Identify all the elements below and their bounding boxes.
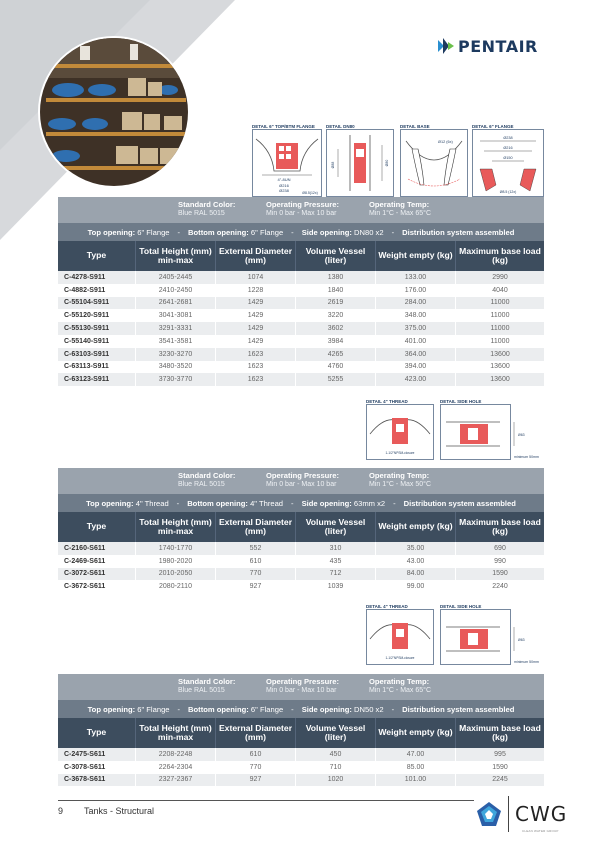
cell-volume: 1840 (296, 284, 376, 297)
cell-volume: 4265 (296, 348, 376, 361)
dim-label: 4"-8UN (277, 177, 291, 182)
cell-weight: 43.00 (376, 555, 456, 568)
cell-weight: 284.00 (376, 297, 456, 310)
cell-type: C-2469-S611 (58, 555, 136, 568)
cell-type: C-55120-S911 (58, 309, 136, 322)
cell-base-load: 11000 (490, 337, 510, 345)
table-row (58, 322, 544, 335)
operating-pressure: Operating Pressure: Min 0 bar - Max 10 bar (266, 677, 340, 694)
cell-diameter: 1429 (216, 297, 296, 310)
table-row (58, 271, 544, 284)
cell-type: C-2475-S611 (58, 748, 136, 761)
cell-type: C-3072-S611 (58, 568, 136, 581)
info-bar (58, 197, 544, 223)
col-diameter: External Diameter (mm) (216, 241, 296, 271)
table-row (58, 348, 544, 361)
cell-height: 2641-2681 (136, 297, 216, 310)
table-row (58, 284, 544, 297)
openings-bar: Top opening: 4" Thread - Bottom opening: 4" Thread - Side opening: 63mm x2 - Distribution system assembled (58, 494, 544, 512)
cell-diameter: 1623 (216, 348, 296, 361)
col-volume: Volume Vessel (liter) (296, 241, 376, 271)
cell-volume: 2619 (296, 297, 376, 310)
cell-diameter: 1429 (216, 309, 296, 322)
pentair-wordmark: PENTAIR (458, 36, 538, 56)
page-number: 9 (58, 806, 64, 816)
cell-weight: 85.00 (376, 761, 456, 774)
dim-label: minimum 50mm (514, 660, 539, 664)
openings-bar: Top opening: 6" Flange - Bottom opening: 6" Flange - Side opening: DN50 x2 - Distribution system assembled (58, 700, 544, 718)
openings-bar: Top opening: 6" Flange - Bottom opening: 6" Flange - Side opening: DN80 x2 - Distribution system assembled (58, 223, 544, 241)
cell-base-load: 995 (494, 750, 506, 758)
detail-thread-2: DETAIL 4" THREAD 1-1/2"NPSM-closure (366, 604, 434, 670)
detail-base: DETAIL BASE Ø12 (6x) (400, 124, 468, 202)
col-volume: Volume Vessel (liter) (296, 512, 376, 542)
pentair-logo (438, 36, 538, 56)
cell-base-load: 11000 (490, 312, 510, 320)
cell-volume: 3984 (296, 335, 376, 348)
cell-type: C-55104-S911 (58, 297, 136, 310)
cell-weight: 364.00 (376, 348, 456, 361)
table-row (58, 555, 544, 568)
dim-label: Ø88 (331, 161, 335, 169)
col-weight: Weight empty (kg) (376, 241, 456, 271)
cell-height: 1980-2020 (136, 555, 216, 568)
cell-weight: 394.00 (376, 361, 456, 374)
cell-base-load: 11000 (490, 325, 510, 333)
table-row (58, 335, 544, 348)
table-row (58, 748, 544, 761)
dim-label: Ø238 (279, 188, 289, 193)
table-header (58, 241, 544, 271)
cell-height: 2010-2050 (136, 568, 216, 581)
cell-base-load: 2245 (492, 776, 508, 784)
cell-type: C-3672-S611 (58, 580, 136, 593)
cell-diameter: 770 (216, 568, 296, 581)
table-row (58, 361, 544, 374)
cell-diameter: 927 (216, 580, 296, 593)
table-row (58, 373, 544, 386)
col-volume: Volume Vessel (liter) (296, 718, 376, 748)
col-base-load: Maximum base load (kg) (459, 722, 541, 742)
cell-volume: 1380 (296, 271, 376, 284)
standard-color: Standard Color: Blue RAL 5015 (178, 200, 236, 217)
dim-label: minimum 50mm (514, 455, 539, 459)
cell-height: 1740-1770 (136, 542, 216, 555)
cell-base-load: 4040 (492, 286, 508, 294)
operating-temp: Operating Temp: Min 1°C - Max 65°C (369, 200, 432, 217)
dim-label: 1-1/2"NPSM-closure (385, 656, 415, 660)
dim-label: Ø216 (503, 146, 513, 150)
cell-base-load: 11000 (490, 299, 510, 307)
dim-label: Ø63 (518, 433, 525, 437)
cell-volume: 712 (296, 568, 376, 581)
cell-volume: 1020 (296, 774, 376, 787)
cell-weight: 176.00 (376, 284, 456, 297)
operating-pressure: Operating Pressure: Min 0 bar - Max 10 bar (266, 471, 340, 488)
cell-diameter: 610 (216, 555, 296, 568)
cell-weight: 423.00 (376, 373, 456, 386)
col-height: Total Height (mm) min-max (136, 241, 216, 271)
cell-base-load: 13600 (490, 363, 510, 371)
cell-diameter: 610 (216, 748, 296, 761)
col-type: Type (58, 241, 136, 271)
table-body (58, 271, 544, 386)
spec-table-3 (58, 674, 544, 786)
cell-weight: 401.00 (376, 335, 456, 348)
cell-volume: 3602 (296, 322, 376, 335)
cwg-logo (476, 796, 567, 832)
table-row (58, 297, 544, 310)
cell-volume: 310 (296, 542, 376, 555)
col-height: Total Height (mm) min-max (136, 512, 216, 542)
cwg-pentagon-icon (476, 801, 502, 827)
cell-base-load: 13600 (490, 376, 510, 384)
dim-label: Ø63 (518, 638, 525, 642)
cell-diameter: 1429 (216, 335, 296, 348)
cell-height: 2327-2367 (136, 774, 216, 787)
cell-base-load: 1590 (492, 763, 508, 771)
col-height: Total Height (mm) min-max (136, 718, 216, 748)
cell-diameter: 770 (216, 761, 296, 774)
standard-color: Standard Color: Blue RAL 5015 (178, 471, 236, 488)
cell-weight: 84.00 (376, 568, 456, 581)
cell-diameter: 927 (216, 774, 296, 787)
dim-label: Ø8.5 (12x) (499, 190, 517, 194)
dim-label: Ø12 (6x) (438, 140, 453, 144)
cell-weight: 35.00 (376, 542, 456, 555)
footer-divider (58, 800, 474, 801)
cell-base-load: 1590 (492, 570, 508, 578)
detail-top-flange: DETAIL 6" TOP/BTM FLANGE 4"-8UN Ø216 Ø238 Ø8.5(12x) (252, 124, 322, 202)
operating-temp: Operating Temp: Min 1°C - Max 65°C (369, 677, 432, 694)
detail-dn80: DETAIL DN80 Ø88 Ø80 (326, 124, 394, 202)
cell-volume: 710 (296, 761, 376, 774)
cwg-wordmark: CWG (515, 802, 568, 826)
cell-weight: 375.00 (376, 322, 456, 335)
table-row (58, 774, 544, 787)
cell-height: 3041-3081 (136, 309, 216, 322)
table-body (58, 748, 544, 786)
cell-height: 3291-3331 (136, 322, 216, 335)
table-row (58, 761, 544, 774)
cell-volume: 450 (296, 748, 376, 761)
dim-label: Ø216 (279, 183, 289, 188)
cell-diameter: 1074 (216, 271, 296, 284)
cell-height: 3541-3581 (136, 335, 216, 348)
table-body (58, 542, 544, 593)
col-base-load: Maximum base load (kg) (459, 245, 541, 265)
cell-diameter: 1623 (216, 361, 296, 374)
cell-weight: 99.00 (376, 580, 456, 593)
cell-height: 2208-2248 (136, 748, 216, 761)
detail-thread-1: DETAIL 4" THREAD 1-1/2"NPSM-closure (366, 399, 434, 465)
cell-type: C-2160-S611 (58, 542, 136, 555)
cell-volume: 4760 (296, 361, 376, 374)
detail-flange: DETAIL 6" FLANGE Ø238 Ø216 Ø150 Ø8.5 (12x) (472, 124, 544, 202)
cell-type: C-4278-S911 (58, 271, 136, 284)
table-row (58, 542, 544, 555)
standard-color: Standard Color: Blue RAL 5015 (178, 677, 236, 694)
info-bar (58, 468, 544, 494)
dim-label: 1-1/2"NPSM-closure (385, 451, 415, 455)
col-type: Type (58, 512, 136, 542)
cell-base-load: 2990 (492, 273, 508, 281)
info-bar (58, 674, 544, 700)
cell-base-load: 2240 (492, 583, 508, 591)
cell-height: 2405-2445 (136, 271, 216, 284)
cell-type: C-4882-S911 (58, 284, 136, 297)
cell-volume: 1039 (296, 580, 376, 593)
cell-weight: 101.00 (376, 774, 456, 787)
cell-base-load: 990 (494, 557, 506, 565)
cell-height: 3480-3520 (136, 361, 216, 374)
cell-height: 3730-3770 (136, 373, 216, 386)
detail-side-hole-1: DETAIL SIDE HOLE Ø63 minimum 50mm (440, 399, 539, 459)
cell-base-load: 690 (494, 544, 506, 552)
dim-label: Ø238 (503, 136, 513, 140)
cell-weight: 133.00 (376, 271, 456, 284)
dim-label: Ø8.5(12x) (302, 191, 318, 195)
cell-diameter: 1623 (216, 373, 296, 386)
col-weight: Weight empty (kg) (376, 718, 456, 748)
table-row (58, 580, 544, 593)
cell-type: C-3078-S611 (58, 761, 136, 774)
cell-diameter: 552 (216, 542, 296, 555)
cell-volume: 5255 (296, 373, 376, 386)
operating-temp: Operating Temp: Min 1°C - Max 50°C (369, 471, 432, 488)
dim-label: Ø150 (503, 156, 513, 160)
cell-height: 2080-2110 (136, 580, 216, 593)
col-base-load: Maximum base load (kg) (459, 516, 541, 536)
cell-type: C-55140-S911 (58, 335, 136, 348)
cell-height: 3230-3270 (136, 348, 216, 361)
cwg-subtitle: CLEAN WATER GROUP (522, 829, 559, 833)
dim-label: Ø80 (385, 159, 389, 167)
cell-diameter: 1429 (216, 322, 296, 335)
pentair-icon (438, 36, 454, 56)
operating-pressure: Operating Pressure: Min 0 bar - Max 10 bar (266, 200, 340, 217)
cell-type: C-63103-S911 (58, 348, 136, 361)
cell-height: 2410-2450 (136, 284, 216, 297)
col-weight: Weight empty (kg) (376, 512, 456, 542)
cell-diameter: 1228 (216, 284, 296, 297)
col-diameter: External Diameter (mm) (216, 718, 296, 748)
cell-weight: 47.00 (376, 748, 456, 761)
cell-type: C-55130-S911 (58, 322, 136, 335)
detail-side-hole-2: DETAIL SIDE HOLE Ø63 minimum 50mm (440, 604, 539, 664)
table-header (58, 718, 544, 748)
spec-table-2 (58, 468, 544, 593)
cell-type: C-63123-S911 (58, 373, 136, 386)
cell-type: C-3678-S611 (58, 774, 136, 787)
cell-type: C-63113-S911 (58, 361, 136, 374)
table-row (58, 309, 544, 322)
table-header (58, 512, 544, 542)
cell-height: 2264-2304 (136, 761, 216, 774)
spec-table-1 (58, 197, 544, 386)
col-diameter: External Diameter (mm) (216, 512, 296, 542)
table-row (58, 568, 544, 581)
cell-volume: 3220 (296, 309, 376, 322)
cell-volume: 435 (296, 555, 376, 568)
cell-base-load: 13600 (490, 350, 510, 358)
cell-weight: 348.00 (376, 309, 456, 322)
footer-title: Tanks - Structural (84, 806, 155, 816)
warehouse-photo (38, 36, 190, 188)
col-type: Type (58, 718, 136, 748)
